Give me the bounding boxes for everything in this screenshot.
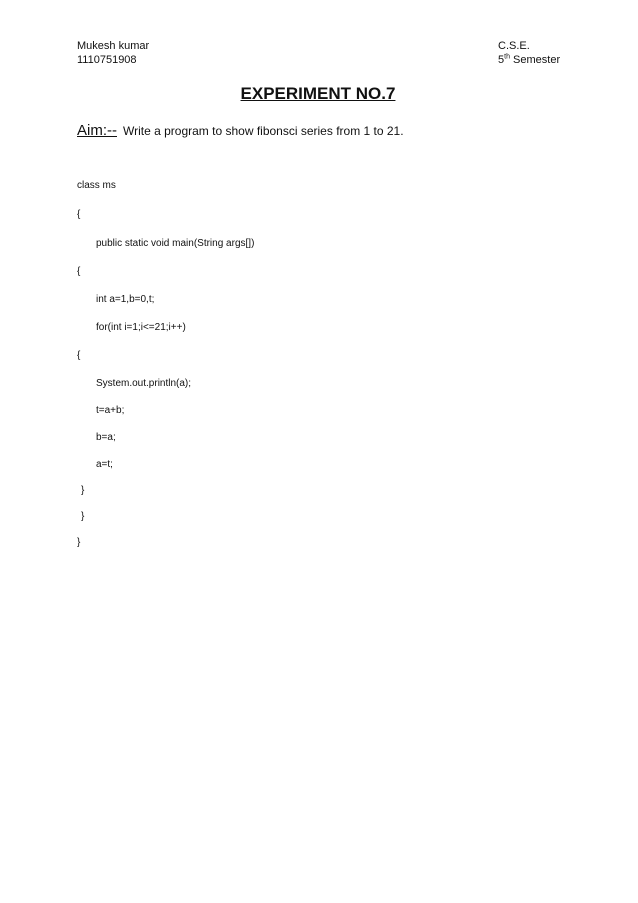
code-line: for(int i=1;i<=21;i++) [96,322,186,333]
aim-label: Aim:-- [77,122,117,139]
code-line: t=a+b; [96,405,125,416]
aim-statement [77,122,404,140]
roll-number: 1110751908 [77,54,137,66]
code-line: } [81,485,85,496]
author-name: Mukesh kumar [77,40,150,52]
semester-number: 5 [498,54,505,66]
code-line: { [77,266,81,277]
code-line: b=a; [96,432,116,443]
code-line: } [81,511,85,522]
header-author-block [77,39,149,67]
semester-suffix: th [504,53,510,61]
experiment-title-text: EXPERIMENT NO.7 [240,84,396,103]
code-line: { [77,209,81,220]
code-line: public static void main(String args[]) [96,238,255,249]
code-line: int a=1,b=0,t; [96,294,155,305]
code-line: a=t; [96,459,113,470]
experiment-title [0,84,638,104]
semester-word: Semester [513,54,561,66]
code-line: { [77,350,81,361]
branch-name: C.S.E. [498,40,530,52]
semester-line [498,53,560,67]
code-line: class ms [77,180,116,191]
aim-text: Write a program to show fibonsci series from 1 to 21. [123,124,404,138]
code-line: System.out.println(a); [96,378,192,389]
code-line: } [77,537,81,548]
header-course-block [498,39,560,67]
